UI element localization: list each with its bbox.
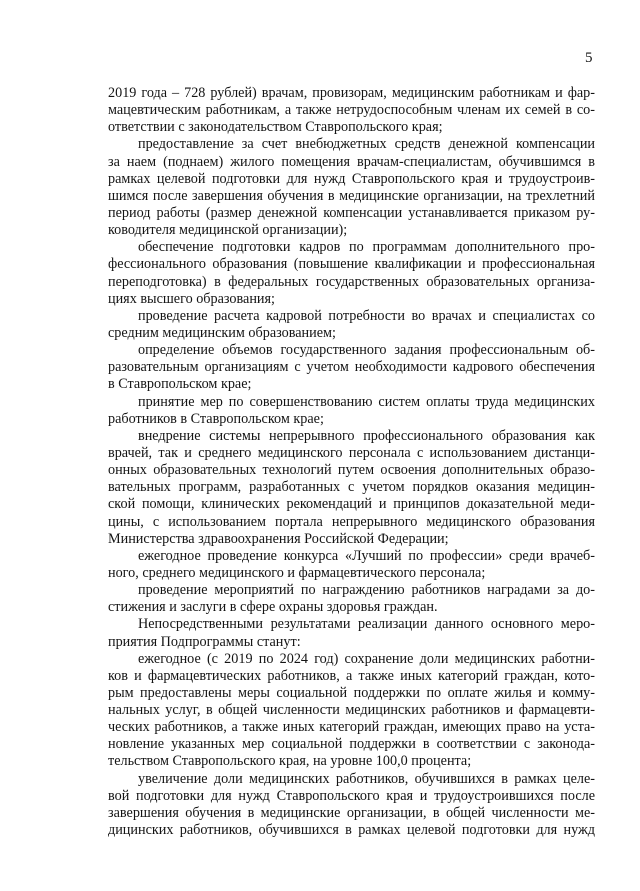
text-line: увеличение доли медицинских работников, обучившихся в рамках целе- (138, 770, 595, 787)
text-line: тельством Ставропольского края, на уровне 100,0 процента; (108, 753, 472, 770)
text-line: новление указанных мер социальной поддержки в соответствии с законода- (108, 736, 595, 753)
page-number: 5 (585, 50, 593, 66)
text-line: внедрение системы непрерывного профессионального образования как (138, 427, 595, 444)
text-line: работников в Ставропольском крае; (108, 410, 324, 427)
text-line: вой подготовки для нужд Ставропольского края и трудоустроившихся после (108, 787, 595, 804)
text-line: разовательным организациям с учетом необходимости кадрового обеспечения (108, 359, 595, 376)
text-line: шимся после завершения обучения в медицинские организации, на трехлетний (108, 187, 595, 204)
text-line: ководителя медицинской организации); (108, 222, 348, 239)
text-line: предоставление за счет внебюджетных средств денежной компенсации (138, 136, 595, 153)
text-line: средним медицинским образованием; (108, 324, 336, 341)
text-line: обеспечение подготовки кадров по программам дополнительного про- (138, 239, 595, 256)
text-line: рым предоставлены меры социальной поддержки по оплате жилья и комму- (108, 684, 595, 701)
text-line: Министерства здравоохранения Российской Федерации; (108, 530, 449, 547)
paragraph (108, 582, 595, 616)
text-line: рамках целевой подготовки для нужд Ставропольского края и трудоустроив- (108, 170, 595, 187)
text-line: принятие мер по совершенствованию систем оплаты труда медицинских (138, 393, 595, 410)
text-line: определение объемов государственного задания профессиональным об- (138, 342, 595, 359)
text-line: стижения и заслуги в сфере охраны здоровья граждан. (108, 599, 438, 616)
paragraph (108, 428, 595, 548)
document-body (108, 85, 595, 839)
text-line: в Ставропольском крае; (108, 376, 252, 393)
text-line: за наем (поднаем) жилого помещения врачам-специалистам, обучившимся в (108, 153, 595, 170)
text-line: ежегодное проведение конкурса «Лучший по профессии» среди врачеб- (138, 547, 595, 564)
text-line: ежегодное (с 2019 по 2024 год) сохранение доли медицинских работни- (138, 650, 595, 667)
text-line: приятия Подпрограммы станут: (108, 633, 301, 650)
paragraph (108, 239, 595, 308)
text-line: переподготовка) в федеральных государственных образовательных организа- (108, 273, 595, 290)
text-line: нальных услуг, в общей численности медицинских работников и фармацевти- (108, 702, 595, 719)
text-line: дицинских работников, обучившихся в рамках целевой подготовки для нужд (108, 822, 595, 839)
text-line: фессионального образования (повышение квалификации и профессиональная (108, 256, 595, 273)
text-line: проведение расчета кадровой потребности во врачах и специалистах со (138, 307, 595, 324)
paragraph (108, 616, 595, 650)
text-line: проведение мероприятий по награждению работников наградами за до- (138, 582, 595, 599)
paragraph (108, 548, 595, 582)
text-line: онных образовательных технологий путем освоения дополнительных образо- (108, 462, 595, 479)
paragraph (108, 651, 595, 771)
text-line: 2019 года – 728 рублей) врачам, провизорам, медицинским работникам и фар- (108, 85, 595, 101)
paragraph (108, 394, 595, 428)
paragraph (108, 771, 595, 840)
text-line: завершения обучения в медицинские организации, в общей численности ме- (108, 804, 595, 821)
text-line: ответствии с законодательством Ставропольского края; (108, 119, 443, 136)
text-line: ков и фармацевтических работников, а также иных категорий граждан, кото- (108, 667, 595, 684)
paragraph (108, 342, 595, 393)
text-line: ного, среднего медицинского и фармацевтического персонала; (108, 564, 486, 581)
paragraph (108, 136, 595, 239)
text-line: циях высшего образования; (108, 290, 275, 307)
text-line: ской помощи, клинических рекомендаций и принципов доказательной меди- (108, 496, 595, 513)
text-line: ческих работников, а также иных категорий граждан, имеющих право на уста- (108, 719, 595, 736)
text-line: врачей, так и среднего медицинского персонала с использованием дистанци- (108, 444, 595, 461)
text-line: период работы (размер денежной компенсации устанавливается приказом ру- (108, 204, 595, 221)
paragraph (108, 308, 595, 342)
text-line: Непосредственными результатами реализации данного основного меро- (138, 616, 595, 633)
paragraph (108, 85, 595, 136)
text-line: вательных программ, разработанных с учетом порядков оказания медицин- (108, 479, 595, 496)
text-line: цины, с использованием портала непрерывного медицинского образования (108, 513, 595, 530)
text-line: мацевтическим работникам, а также нетрудоспособным членам их семей в со- (108, 102, 595, 119)
